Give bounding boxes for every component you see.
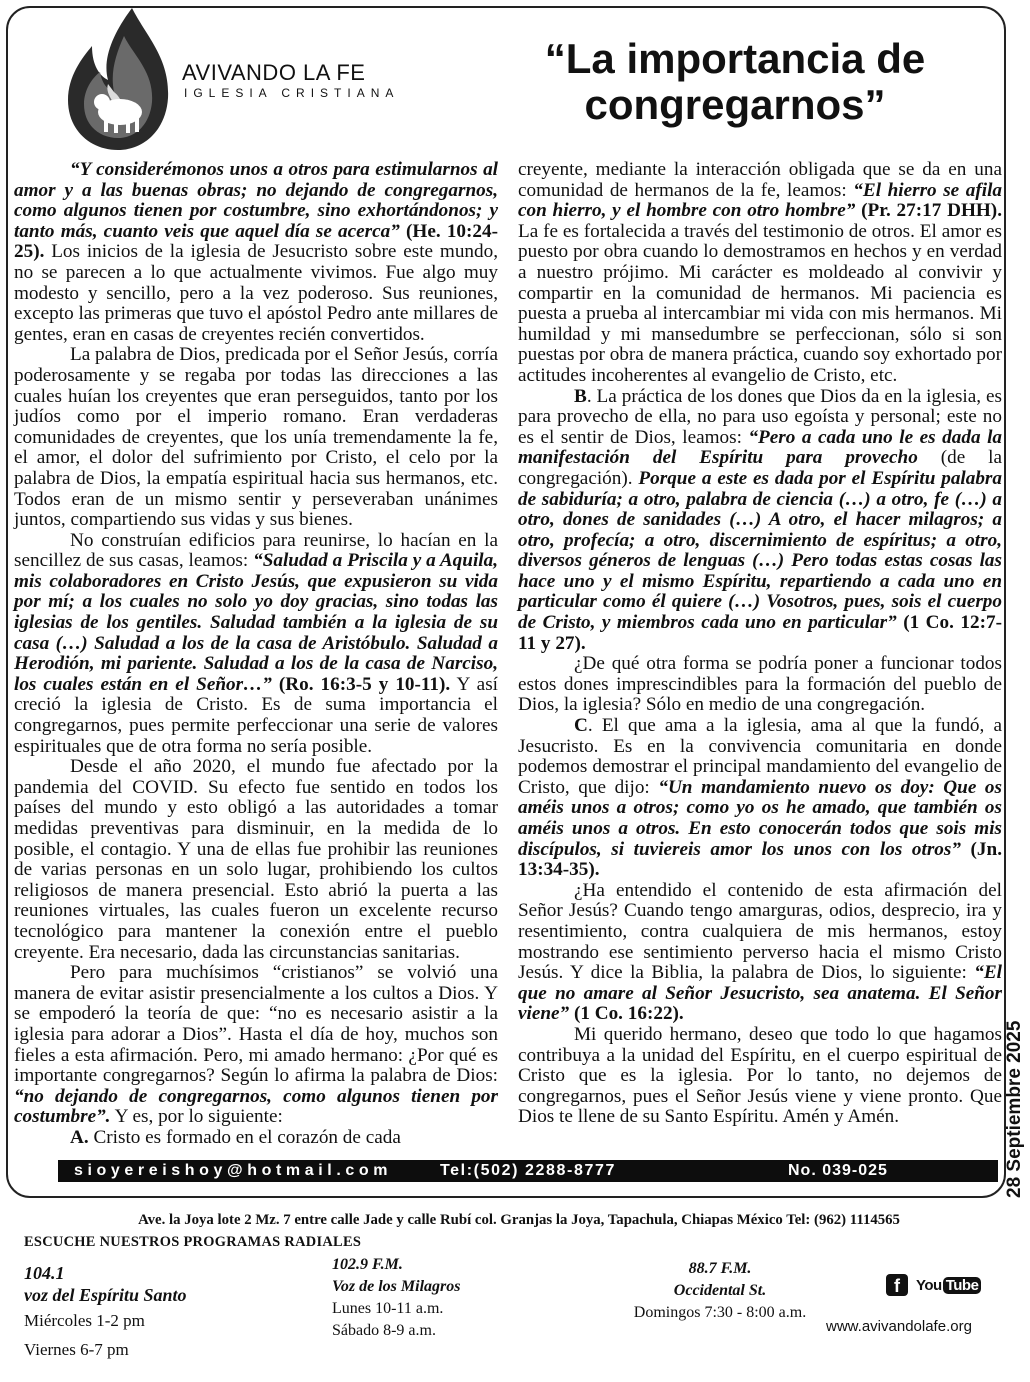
station-frequency: 88.7 F.M.	[688, 1260, 752, 1277]
bible-reference: (Pr. 27:17 DHH).	[855, 200, 1002, 222]
paragraph	[14, 160, 498, 345]
station-frequency: 102.9 F.M.	[332, 1256, 403, 1273]
paragraph	[518, 160, 1002, 387]
contact-bar	[58, 1160, 998, 1182]
bible-quote: “Un mandamiento nuevo os doy: Que os améis unos a otros; como yo os he amado, que también os améis unos a otros. En esto conocerán todos que sois mis discípulos, si tuviereis amor los unos con los otros”	[518, 776, 1002, 860]
paragraph: La palabra de Dios, predicada por el Señor Jesús, corría poderosamente y se regaba por todas las direcciones a las cuales huían los creyentes que eran perseguidos, tanto por los judíos como por el imperio romano. Eran verdaderas comunidades de creyentes, que los unía tremendamente la fe, el amor, el dolor del sufrimiento por Cristo, el celo por la palabra de Dios, la empatía espiritual hacia sus hermanos, etc. Todos eran de un mismo sentir y perseveraban unánimes juntos, compartiendo sus vidas y sus bienes.	[14, 344, 498, 531]
paragraph	[518, 716, 1002, 881]
issue-date: 28 Septiembre 2025	[1004, 1020, 1025, 1198]
church-address: Ave. la Joya lote 2 Mz. 7 entre calle Jade y calle Rubí col. Granjas la Joya, Tapachula, Chiapas México Tel: (962) 1114565	[138, 1212, 900, 1228]
youtube-label: You	[916, 1276, 942, 1294]
bible-quote: Porque a este es dada por el Espíritu palabra de sabiduría; a otro, palabra de ciencia (…) a otro, fe (…) a otro, dones de sanidades (…) A otro, el hacer milagros; a otro, profecía; a otro, discernimiento de espíritus; a otro, diversos géneros de lenguas (…) Pero todas estas cosas las hace uno y el mismo Espíritu, repartiendo a cada uno en particular como él quiere (…) Vosotros, pues, sois el cuerpo de Cristo, y miembros cada uno en particular”	[518, 467, 1002, 634]
bible-reference: (Ro. 16:3-5 y 10-11).	[271, 673, 451, 695]
bible-quote: “El hierro se afila con hierro, y el hombre con otro hombre”	[518, 179, 1002, 222]
bible-reference: (1 Co. 16:22).	[569, 1003, 684, 1025]
station-schedule: Domingos 7:30 - 8:00 a.m.	[633, 1304, 807, 1321]
bible-reference: (Jn. 13:34-35).	[518, 838, 1002, 881]
paragraph	[14, 1128, 498, 1149]
text-run: La fe es fortalecida a través del testimonio de otros. El amor es puesto por obra cuando lo demostramos en hechos y en verdad a nuestro prójimo. Mi carácter es moldeado al convivir y compartir en la comunidad de hermanos. Mi paciencia es puesta a prueba al intercambiar mi vida con mis hermanos. Mi humildad y mi mansedumbre se perfeccionan, sólo si son puestas por obra de manera práctica, cuando soy exhortado por actitudes incoherentes al evangelio de Cristo, etc.	[518, 220, 1002, 386]
paragraph: ¿De qué otra forma se podría poner a funcionar todos estos dones imprescindibles para la formación del pueblo de Dios, la iglesia? Sólo en medio de una congregación.	[518, 653, 1002, 716]
paragraph	[14, 531, 498, 758]
station-name: Voz de los Milagros	[332, 1278, 461, 1295]
text-run: Y así creció la iglesia de Cristo. Es de suma importancia el congregarnos, pues permite perfeccionar una serie de valores espirituales que de otra forma no sería posible.	[14, 673, 498, 757]
title-line-1: “La importancia de	[544, 35, 926, 82]
right-column	[518, 160, 1002, 1128]
social-links	[886, 1274, 981, 1296]
text-run: No construían edificios para reunirse, lo hacían en la sencillez de sus casas, leamos:	[14, 529, 498, 572]
website-link[interactable]: www.avivandolafe.org	[826, 1318, 972, 1335]
radio-station	[622, 1258, 818, 1324]
contact-email[interactable]: sioyereishoy@hotmail.com	[74, 1162, 393, 1179]
text-run: Y es, por lo siguiente:	[110, 1106, 283, 1128]
flame-lamb-logo	[62, 6, 174, 152]
text-run: ¿Ha entendido el contenido de esta afirmación del Señor Jesús? Cuando tengo amarguras, odios, desprecio, ira y resentimiento, contra cualquiera de mis hermanos, estoy mostrando ese sentimiento perverso hacia el mismo Cristo Jesús. Y dice la Biblia, la palabra de Dios, lo siguiente:	[518, 879, 1002, 984]
station-schedule: Sábado 8-9 a.m.	[332, 1322, 436, 1339]
text-run: Cristo es formado en el corazón de cada	[88, 1126, 401, 1148]
bible-reference: (He. 10:24-25).	[14, 220, 498, 263]
text-run: . El que ama a la iglesia, ama al que la fundó, a Jesucristo. Es en la convivencia comunitaria en donde podemos demostrar el principal mandamiento del evangelio de Cristo, que dijo:	[518, 715, 1002, 798]
issue-number: No. 039-025	[788, 1162, 888, 1179]
paragraph: Mi querido hermano, deseo que todo lo que hagamos contribuya a la unidad del Espíritu, en el cuerpo espiritual de Cristo que es la iglesia. Por lo tanto, no dejemos de congregarnos, pues el Señor Jesús viene y viene pronto. Que Dios te llene de su Santo Espíritu. Amén y Amén.	[518, 1023, 1002, 1128]
bible-reference: A.	[70, 1126, 89, 1148]
text-run: (de la congregación).	[518, 447, 1002, 489]
bible-quote: “Saludad a Priscila y a Aquila, mis colaboradores en Cristo Jesús, que expusieron su vida por mí; a los cuales no solo yo doy gracias, sino todas las iglesias de los gentiles. Saludad también a la iglesia de su casa (…) Saludad a los de la casa de Aristóbulo. Saludad a Herodión, mi pariente. Saludad a los de la casa de Narciso, los cuales están en el Señor…”	[14, 550, 498, 695]
facebook-icon[interactable]: f	[886, 1274, 908, 1296]
station-schedule: Viernes 6-7 pm	[24, 1340, 129, 1359]
youtube-label: Tube	[943, 1277, 982, 1294]
bible-quote: “no dejando de congregarnos, como algunos tienen por costumbre”.	[14, 1085, 498, 1128]
station-frequency: 104.1	[24, 1263, 65, 1283]
left-column	[14, 160, 498, 1149]
bible-reference: C	[574, 715, 588, 737]
brand-subtitle: IGLESIA CRISTIANA	[184, 86, 400, 100]
radio-station	[332, 1254, 460, 1342]
contact-phone: Tel:(502) 2288-8777	[440, 1162, 616, 1179]
station-schedule: Miércoles 1-2 pm	[24, 1311, 145, 1330]
bible-quote: “Y considerémonos unos a otros para estimularnos al amor y a las buenas obras; no dejando de congregarnos, como algunos tienen por costumbre, sino exhortándonos; y tanto más, cuanto veis que aquel día se acerca”	[14, 159, 498, 242]
paragraph: Desde el año 2020, el mundo fue afectado por la pandemia del COVID. Su efecto fue sentido en todos los países del mundo y esto obligó a las autoridades a tomar medidas preventivas para disminuir, en la medida de lo posible, el contagio. Y una de ellas fue prohibir las reuniones de varias personas en un solo lugar, prohibiendo los cultos religiosos de manera presencial. Esto abrió la puerta a las reuniones virtuales, las cuales fueron un excelente recurso tecnológico para mantener la conexión entre el pueblo creyente. Era necesario, dada las circunstancias sanitarias.	[14, 756, 498, 963]
brand-name: AVIVANDO LA FE	[182, 60, 366, 85]
radio-station	[24, 1262, 187, 1364]
text-run: Pero para muchísimos “cristianos” se volvió una manera de evitar asistir presencialmente a los cultos a Dios. Y se empoderó la teoría de que: “no es necesario asistir a la iglesia para adorar a Dios”. Hasta el día de hoy, muchos son fieles a esta afirmación. Pero, mi amado hermano: ¿Por qué es importante congregarnos? Según lo afirma la palabra de Dios:	[14, 962, 498, 1087]
title-line-2: congregarnos”	[584, 81, 886, 128]
radio-heading: ESCUCHE NUESTROS PROGRAMAS RADIALES	[24, 1234, 362, 1250]
paragraph	[518, 387, 1002, 655]
text-run: creyente, mediante la interacción obligada que se da en una comunidad de hermanos de la fe, leamos:	[518, 159, 1002, 201]
bible-quote: “Pero a cada uno le es dada la manifestación del Espíritu para provecho	[518, 426, 1002, 469]
bible-reference: B	[574, 385, 587, 407]
article-title	[505, 36, 965, 128]
text-run: . La práctica de los dones que Dios da en la iglesia, es para provecho de ella, no para uso egoísta y personal; este no es el sentir de Dios, leamos:	[518, 385, 1002, 448]
paragraph	[14, 963, 498, 1128]
bible-quote: “El que no amare al Señor Jesucristo, sea anatema. El Señor viene”	[518, 962, 1002, 1025]
paragraph	[518, 881, 1002, 1025]
bible-reference: (1 Co. 12:7-11 y 27).	[518, 612, 1002, 654]
station-name: Occidental St.	[673, 1282, 767, 1299]
text-run: Los inicios de la iglesia de Jesucristo sobre este mundo, no se parecen a lo que actualmente vivimos. Fue algo muy modesto y sencillo, pero a la vez poderoso. Sus reuniones, excepto las primeras que tuvo el apóstol Pedro ante millares de gentes, eran en casas de creyentes recién convertidos.	[14, 241, 498, 345]
station-schedule: Lunes 10-11 a.m.	[332, 1300, 444, 1317]
youtube-icon[interactable]	[916, 1277, 981, 1294]
station-name: voz del Espíritu Santo	[24, 1285, 187, 1305]
